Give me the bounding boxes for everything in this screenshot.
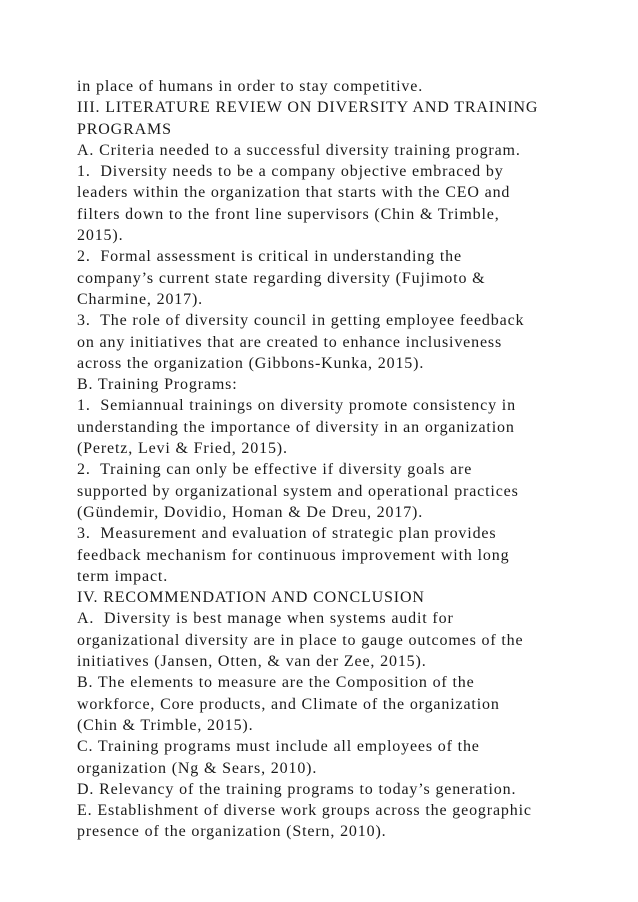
list-item: 3. The role of diversity council in getting employee feedback <box>77 312 525 330</box>
subsection-heading: A. Criteria needed to a successful diversity training program. <box>77 141 521 159</box>
text-line: Charmine, 2017). <box>77 290 204 308</box>
section-heading: III. LITERATURE REVIEW ON DIVERSITY AND TRAINING <box>77 99 539 117</box>
list-item: C. Training programs must include all employees of the <box>77 738 480 756</box>
text-line: 2015). <box>77 227 124 245</box>
text-line: understanding the importance of diversity in an organization <box>77 418 515 436</box>
list-item: 2. Formal assessment is critical in understanding the <box>77 248 462 266</box>
text-line: (Peretz, Levi & Fried, 2015). <box>77 440 288 458</box>
text-line: term impact. <box>77 567 169 585</box>
text-line: company’s current state regarding diversity (Fujimoto & <box>77 269 486 287</box>
subsection-heading: B. Training Programs: <box>77 376 238 394</box>
list-item: 2. Training can only be effective if diversity goals are <box>77 461 473 479</box>
list-item: 1. Diversity needs to be a company objective embraced by <box>77 163 504 181</box>
list-item: E. Establishment of diverse work groups across the geographic <box>77 802 532 820</box>
list-item: A. Diversity is best manage when systems audit for <box>77 610 454 628</box>
text-line: leaders within the organization that starts with the CEO and <box>77 184 511 202</box>
text-line: presence of the organization (Stern, 2010). <box>77 823 387 841</box>
section-heading: PROGRAMS <box>77 120 172 138</box>
text-line: on any initiatives that are created to enhance inclusiveness <box>77 333 503 351</box>
list-item: D. Relevancy of the training programs to today’s generation. <box>77 780 517 798</box>
text-line: in place of humans in order to stay competitive. <box>77 78 424 95</box>
list-item: B. The elements to measure are the Composition of the <box>77 674 475 692</box>
text-line: feedback mechanism for continuous improvement with long <box>77 546 510 564</box>
section-heading: IV. RECOMMENDATION AND CONCLUSION <box>77 589 425 607</box>
text-line: across the organization (Gibbons-Kunka, 2015). <box>77 354 425 372</box>
text-line: (Gündemir, Dovidio, Homan & De Dreu, 2017). <box>77 503 424 521</box>
document-body <box>77 76 597 843</box>
text-line: supported by organizational system and operational practices <box>77 482 519 500</box>
text-line: workforce, Core products, and Climate of the organization <box>77 695 500 713</box>
text-line: (Chin & Trimble, 2015). <box>77 716 254 734</box>
text-line: organization (Ng & Sears, 2010). <box>77 759 318 777</box>
list-item: 1. Semiannual trainings on diversity promote consistency in <box>77 397 516 415</box>
text-line: filters down to the front line supervisors (Chin & Trimble, <box>77 205 500 223</box>
text-line: initiatives (Jansen, Otten, & van der Zee, 2015). <box>77 653 427 671</box>
list-item: 3. Measurement and evaluation of strategic plan provides <box>77 525 497 543</box>
text-line: organizational diversity are in place to gauge outcomes of the <box>77 631 524 649</box>
